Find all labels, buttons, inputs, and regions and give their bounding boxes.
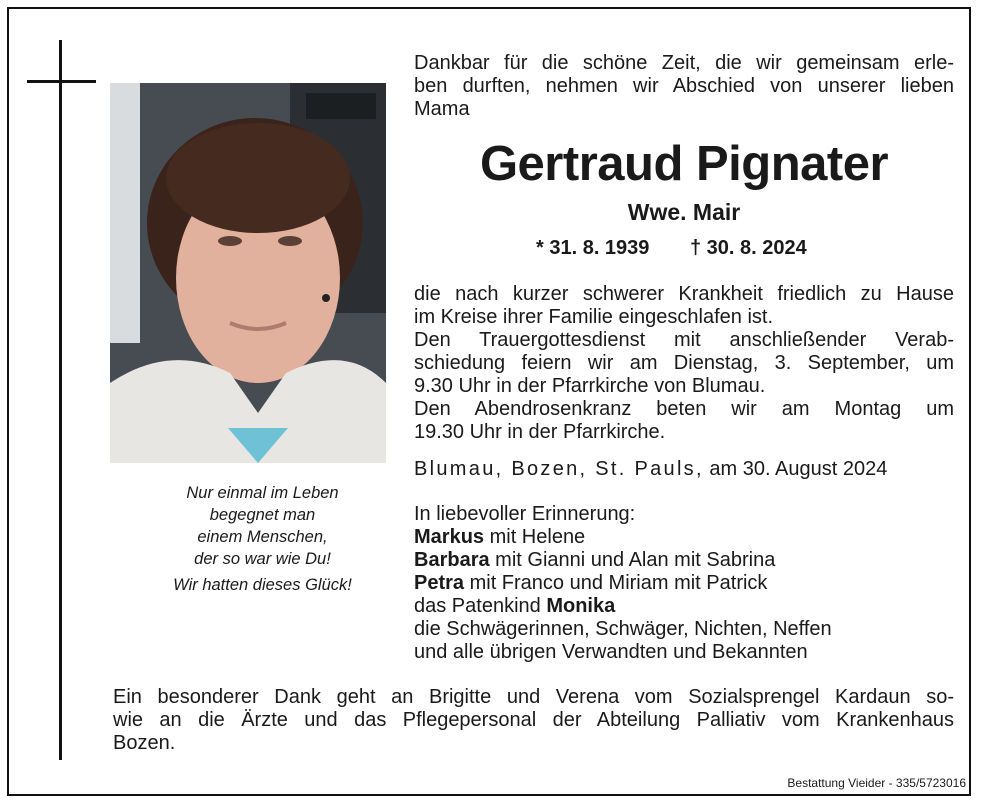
mourner-row bbox=[414, 572, 767, 595]
intro-line: Mama bbox=[414, 98, 470, 120]
quote-line: begegnet man bbox=[209, 506, 316, 524]
quote-line: der so war wie Du! bbox=[194, 550, 331, 568]
mourner-name: Barbara bbox=[414, 549, 490, 571]
cross-icon bbox=[59, 40, 62, 760]
cross-icon-bar bbox=[27, 80, 96, 83]
mourner-name: Monika bbox=[546, 595, 616, 617]
body-line: im Kreise ihrer Familie eingeschlafen ist. bbox=[414, 306, 774, 328]
quote-line: Nur einmal im Leben bbox=[186, 484, 339, 502]
mourner-row bbox=[414, 526, 585, 549]
mourner-row bbox=[414, 595, 615, 618]
quote-line: einem Menschen, bbox=[197, 528, 328, 546]
mourner-pre: das Patenkind bbox=[414, 595, 547, 617]
deceased-name: Gertraud Pignater bbox=[479, 137, 889, 191]
quote-line: Wir hatten dieses Glück! bbox=[173, 576, 352, 594]
thanks-line: Bozen. bbox=[113, 732, 176, 754]
death-date: † 30. 8. 2024 bbox=[690, 237, 807, 259]
date: am 30. August 2024 bbox=[709, 458, 888, 480]
thanks-line: wie an die Ärzte und das Pflegepersonal der Abteilung Palliativ vom Krankenhaus bbox=[113, 709, 954, 731]
body-line: 19.30 Uhr in der Pfarrkirche. bbox=[414, 421, 666, 443]
mourner-rest: mit Gianni und Alan mit Sabrina bbox=[489, 549, 776, 571]
mourner-rest: mit Franco und Miriam mit Patrick bbox=[464, 572, 768, 594]
body-line: Den Trauergottesdienst mit anschließender Verab- bbox=[414, 329, 954, 351]
place-date bbox=[414, 458, 887, 481]
widow-of: Wwe. Mair bbox=[627, 199, 741, 225]
mourner-row: die Schwägerinnen, Schwäger, Nichten, Neffen bbox=[414, 618, 832, 640]
mourner-row: und alle übrigen Verwandten und Bekannten bbox=[414, 641, 808, 663]
birth-date: * 31. 8. 1939 bbox=[536, 237, 650, 259]
undertaker-credit: Bestattung Vieider - 335/5723016 bbox=[787, 776, 966, 790]
mourners-heading: In liebevoller Erinnerung: bbox=[414, 503, 636, 525]
mourner-row bbox=[414, 549, 775, 572]
body-line: die nach kurzer schwerer Krankheit friedlich zu Hause bbox=[414, 283, 954, 305]
intro-line: Dankbar für die schöne Zeit, die wir gemeinsam erle- bbox=[414, 52, 954, 74]
mourner-name: Markus bbox=[414, 526, 485, 548]
mourner-rest: mit Helene bbox=[484, 526, 586, 548]
mourner-name: Petra bbox=[414, 572, 465, 594]
body-line: schiedung feiern wir am Dienstag, 3. September, um bbox=[414, 352, 954, 374]
thanks-line: Ein besonderer Dank geht an Brigitte und Verena vom Sozialsprengel Kardaun so- bbox=[113, 686, 954, 708]
intro-line: ben durften, nehmen wir Abschied von unserer lieben bbox=[414, 75, 954, 97]
memorial-quote bbox=[110, 482, 415, 596]
portrait-photo bbox=[110, 83, 386, 463]
body-line: Den Abendrosenkranz beten wir am Montag um bbox=[414, 398, 954, 420]
place: Blumau, Bozen, St. Pauls, bbox=[414, 458, 704, 480]
body-line: 9.30 Uhr in der Pfarrkirche von Blumau. bbox=[414, 375, 766, 397]
